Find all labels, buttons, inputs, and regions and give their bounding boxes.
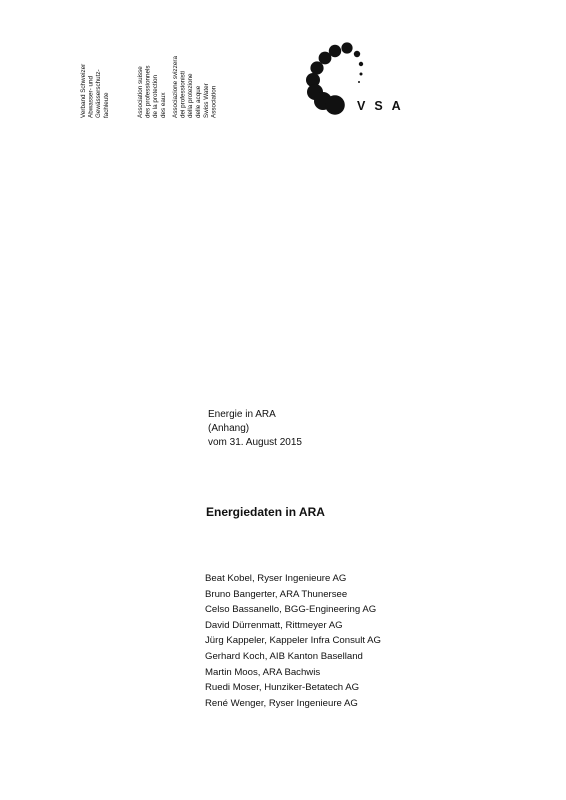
org-name-line: dei professionisti: [179, 71, 187, 118]
org-name-line: Association suisse: [137, 66, 144, 118]
document-series: Energie in ARA: [208, 409, 276, 420]
org-name-line: delle acque: [194, 85, 202, 118]
author-item: Celso Bassanello, BGG-Engineering AG: [205, 604, 377, 616]
org-name-line: des eaux: [159, 92, 167, 118]
org-name-line: des professionnels: [144, 65, 152, 118]
document-subtitle: (Anhang): [208, 423, 250, 434]
org-name-line: Gewässerschutz-: [95, 69, 103, 118]
logo-dot-arc: [306, 42, 363, 114]
author-item: David Dürrenmatt, Rittmeyer AG: [205, 619, 343, 631]
org-name-line: Associazione svizzera: [172, 56, 179, 118]
document-title: Energiedaten in ARA: [206, 505, 325, 519]
org-name-line: Association: [210, 85, 218, 118]
author-item: Jürg Kappeler, Kappeler Infra Consult AG: [205, 635, 381, 647]
org-name-line: Swiss Water: [203, 83, 210, 118]
author-item: Beat Kobel, Ryser Ingenieure AG: [205, 573, 347, 584]
org-name-english: [203, 48, 263, 118]
document-date: vom 31. August 2015: [208, 437, 302, 448]
author-item: René Wenger, Ryser Ingenieure AG: [205, 697, 358, 709]
org-name-line: de la protection: [152, 74, 160, 118]
author-item: Martin Moos, ARA Bachwis: [205, 666, 321, 678]
author-item: Ruedi Moser, Hunziker-Betatech AG: [205, 682, 360, 694]
org-name-line: della protezione: [187, 73, 195, 118]
org-name-line: Abwasser- und: [87, 76, 95, 118]
org-name-german: [80, 48, 140, 118]
author-item: Gerhard Koch, AIB Kanton Baselland: [205, 650, 363, 662]
org-name-line: fachleute: [102, 92, 110, 118]
org-name-line: Verband Schweizer: [80, 63, 87, 118]
author-list: [205, 571, 381, 711]
logo-wordmark: VSA: [357, 99, 410, 113]
document-header: [208, 408, 302, 450]
author-item: Bruno Bangerter, ARA Thunersee: [205, 588, 348, 600]
